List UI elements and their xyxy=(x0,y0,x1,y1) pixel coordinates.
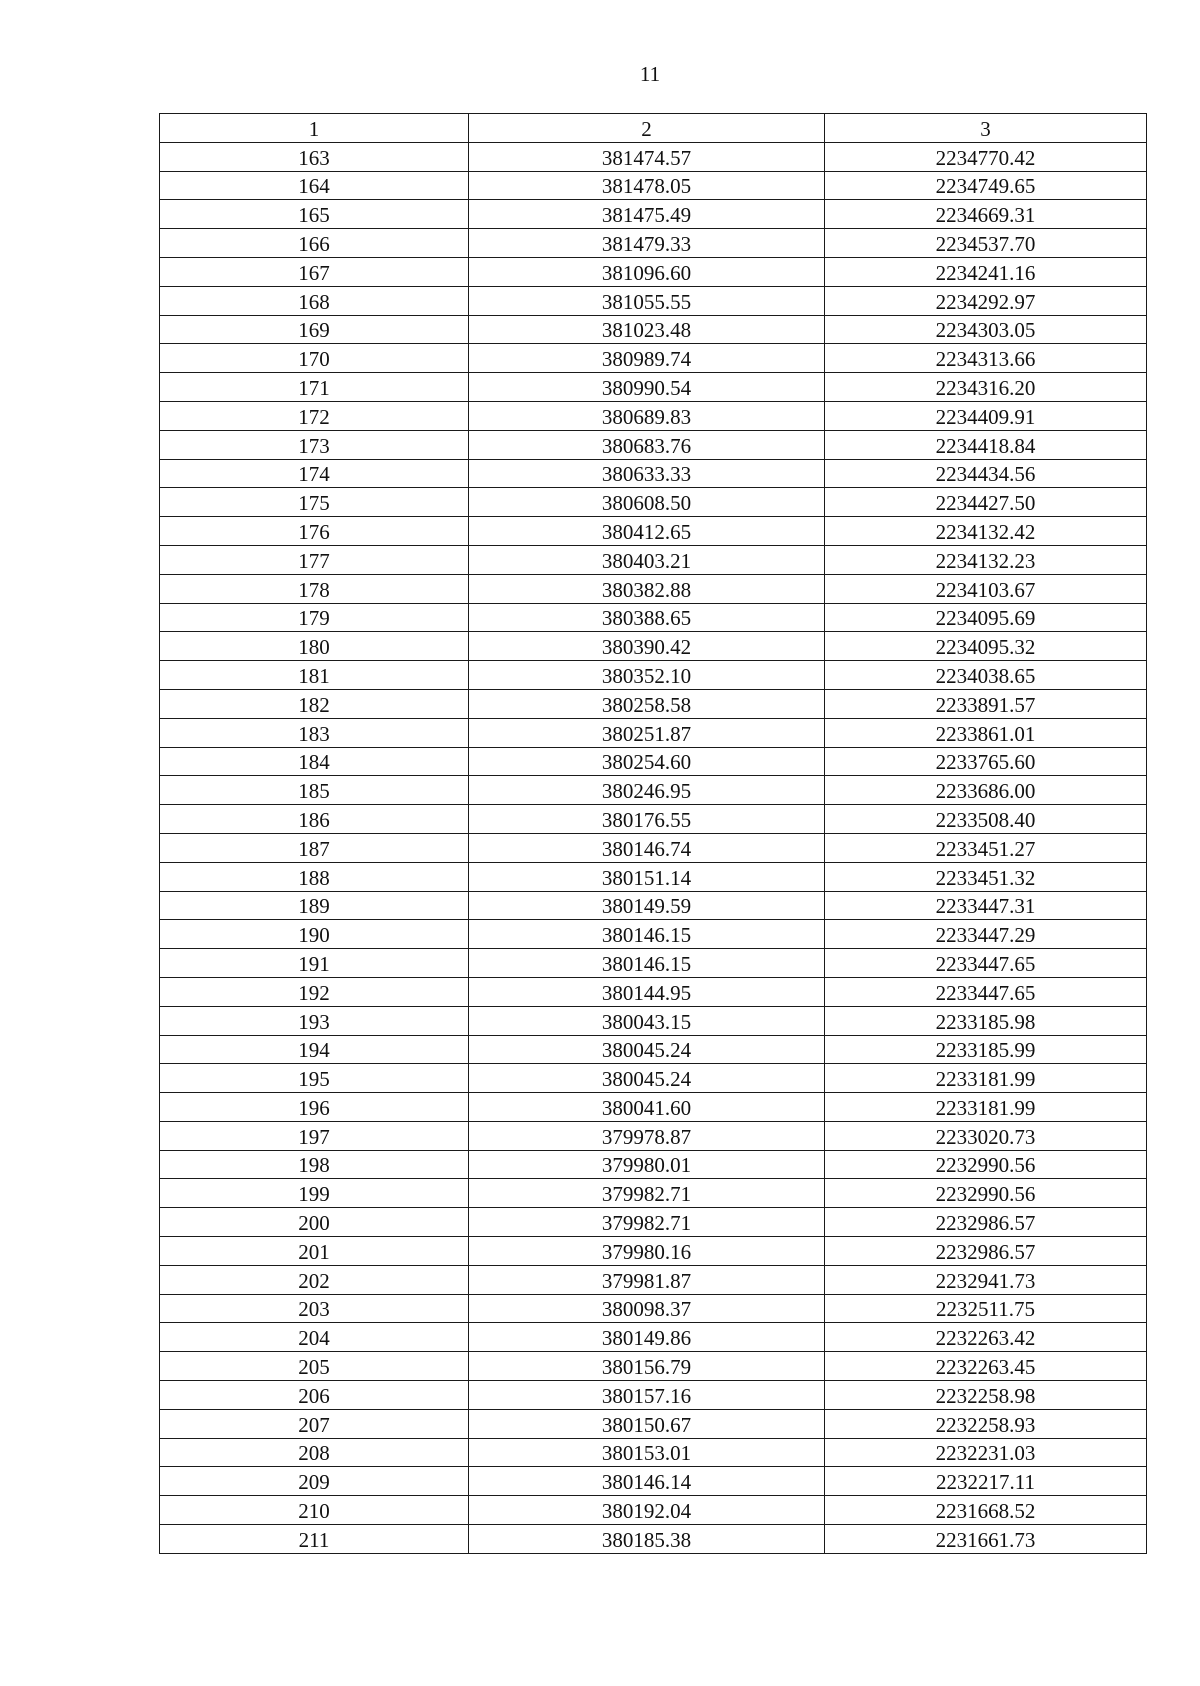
x-coordinate-cell: 381474.57 xyxy=(469,142,825,171)
x-coordinate-cell: 381479.33 xyxy=(469,229,825,258)
table-row xyxy=(160,1438,1147,1467)
x-coordinate-cell: 380254.60 xyxy=(469,747,825,776)
point-number-cell: 202 xyxy=(160,1265,469,1294)
point-number-cell: 167 xyxy=(160,257,469,286)
y-coordinate-cell: 2233181.99 xyxy=(825,1064,1147,1093)
y-coordinate-cell: 2234095.32 xyxy=(825,632,1147,661)
point-number-cell: 194 xyxy=(160,1035,469,1064)
table-row xyxy=(160,1467,1147,1496)
y-coordinate-cell: 2232986.57 xyxy=(825,1237,1147,1266)
y-coordinate-cell: 2231668.52 xyxy=(825,1496,1147,1525)
table-header xyxy=(160,114,1147,143)
table-row xyxy=(160,891,1147,920)
y-coordinate-cell: 2234409.91 xyxy=(825,401,1147,430)
point-number-cell: 169 xyxy=(160,315,469,344)
header-cell-1: 1 xyxy=(160,114,469,143)
x-coordinate-cell: 379978.87 xyxy=(469,1121,825,1150)
x-coordinate-cell: 380146.14 xyxy=(469,1467,825,1496)
x-coordinate-cell: 380989.74 xyxy=(469,344,825,373)
x-coordinate-cell: 381475.49 xyxy=(469,200,825,229)
point-number-cell: 197 xyxy=(160,1121,469,1150)
y-coordinate-cell: 2233447.31 xyxy=(825,891,1147,920)
x-coordinate-cell: 380382.88 xyxy=(469,574,825,603)
point-number-cell: 171 xyxy=(160,373,469,402)
table-row xyxy=(160,574,1147,603)
y-coordinate-cell: 2234292.97 xyxy=(825,286,1147,315)
table-row xyxy=(160,977,1147,1006)
point-number-cell: 181 xyxy=(160,661,469,690)
x-coordinate-cell: 380144.95 xyxy=(469,977,825,1006)
point-number-cell: 204 xyxy=(160,1323,469,1352)
table-row xyxy=(160,862,1147,891)
x-coordinate-cell: 380403.21 xyxy=(469,545,825,574)
table-row xyxy=(160,1064,1147,1093)
x-coordinate-cell: 380153.01 xyxy=(469,1438,825,1467)
point-number-cell: 173 xyxy=(160,430,469,459)
y-coordinate-cell: 2234095.69 xyxy=(825,603,1147,632)
x-coordinate-cell: 380043.15 xyxy=(469,1006,825,1035)
point-number-cell: 176 xyxy=(160,517,469,546)
point-number-cell: 174 xyxy=(160,459,469,488)
x-coordinate-cell: 380258.58 xyxy=(469,689,825,718)
point-number-cell: 201 xyxy=(160,1237,469,1266)
table-row xyxy=(160,1294,1147,1323)
table-row xyxy=(160,229,1147,258)
x-coordinate-cell: 380149.86 xyxy=(469,1323,825,1352)
point-number-cell: 189 xyxy=(160,891,469,920)
table-row xyxy=(160,1035,1147,1064)
x-coordinate-cell: 380412.65 xyxy=(469,517,825,546)
table-row xyxy=(160,661,1147,690)
x-coordinate-cell: 380608.50 xyxy=(469,488,825,517)
table-row xyxy=(160,1093,1147,1122)
table-row xyxy=(160,200,1147,229)
point-number-cell: 163 xyxy=(160,142,469,171)
point-number-cell: 182 xyxy=(160,689,469,718)
y-coordinate-cell: 2233765.60 xyxy=(825,747,1147,776)
point-number-cell: 184 xyxy=(160,747,469,776)
x-coordinate-cell: 380045.24 xyxy=(469,1064,825,1093)
table-row xyxy=(160,344,1147,373)
point-number-cell: 164 xyxy=(160,171,469,200)
point-number-cell: 207 xyxy=(160,1409,469,1438)
x-coordinate-cell: 380151.14 xyxy=(469,862,825,891)
point-number-cell: 178 xyxy=(160,574,469,603)
point-number-cell: 190 xyxy=(160,920,469,949)
y-coordinate-cell: 2234038.65 xyxy=(825,661,1147,690)
y-coordinate-cell: 2234434.56 xyxy=(825,459,1147,488)
y-coordinate-cell: 2234132.23 xyxy=(825,545,1147,574)
point-number-cell: 179 xyxy=(160,603,469,632)
point-number-cell: 200 xyxy=(160,1208,469,1237)
point-number-cell: 183 xyxy=(160,718,469,747)
point-number-cell: 206 xyxy=(160,1381,469,1410)
point-number-cell: 191 xyxy=(160,949,469,978)
y-coordinate-cell: 2233447.65 xyxy=(825,977,1147,1006)
point-number-cell: 166 xyxy=(160,229,469,258)
table-row xyxy=(160,286,1147,315)
table-row xyxy=(160,373,1147,402)
table-row xyxy=(160,1409,1147,1438)
x-coordinate-cell: 380251.87 xyxy=(469,718,825,747)
y-coordinate-cell: 2234749.65 xyxy=(825,171,1147,200)
x-coordinate-cell: 380146.15 xyxy=(469,949,825,978)
y-coordinate-cell: 2233020.73 xyxy=(825,1121,1147,1150)
x-coordinate-cell: 380098.37 xyxy=(469,1294,825,1323)
point-number-cell: 170 xyxy=(160,344,469,373)
x-coordinate-cell: 379982.71 xyxy=(469,1179,825,1208)
y-coordinate-cell: 2232990.56 xyxy=(825,1150,1147,1179)
y-coordinate-cell: 2232231.03 xyxy=(825,1438,1147,1467)
table-row xyxy=(160,1179,1147,1208)
point-number-cell: 192 xyxy=(160,977,469,1006)
x-coordinate-cell: 381096.60 xyxy=(469,257,825,286)
point-number-cell: 210 xyxy=(160,1496,469,1525)
x-coordinate-cell: 381023.48 xyxy=(469,315,825,344)
point-number-cell: 180 xyxy=(160,632,469,661)
y-coordinate-cell: 2233508.40 xyxy=(825,805,1147,834)
point-number-cell: 198 xyxy=(160,1150,469,1179)
point-number-cell: 188 xyxy=(160,862,469,891)
point-number-cell: 208 xyxy=(160,1438,469,1467)
y-coordinate-cell: 2232263.45 xyxy=(825,1352,1147,1381)
table-row xyxy=(160,805,1147,834)
point-number-cell: 199 xyxy=(160,1179,469,1208)
y-coordinate-cell: 2234313.66 xyxy=(825,344,1147,373)
y-coordinate-cell: 2233181.99 xyxy=(825,1093,1147,1122)
table-row xyxy=(160,142,1147,171)
table-body xyxy=(160,142,1147,1553)
table-row xyxy=(160,920,1147,949)
y-coordinate-cell: 2234132.42 xyxy=(825,517,1147,546)
table-row xyxy=(160,603,1147,632)
y-coordinate-cell: 2233861.01 xyxy=(825,718,1147,747)
y-coordinate-cell: 2234241.16 xyxy=(825,257,1147,286)
y-coordinate-cell: 2234537.70 xyxy=(825,229,1147,258)
table-row xyxy=(160,1352,1147,1381)
table-row xyxy=(160,430,1147,459)
y-coordinate-cell: 2232511.75 xyxy=(825,1294,1147,1323)
table-row xyxy=(160,1006,1147,1035)
table-row xyxy=(160,833,1147,862)
y-coordinate-cell: 2232941.73 xyxy=(825,1265,1147,1294)
x-coordinate-cell: 381478.05 xyxy=(469,171,825,200)
point-number-cell: 172 xyxy=(160,401,469,430)
y-coordinate-cell: 2233451.27 xyxy=(825,833,1147,862)
y-coordinate-cell: 2234669.31 xyxy=(825,200,1147,229)
table-row xyxy=(160,1121,1147,1150)
page-number: 11 xyxy=(639,62,661,86)
table-row xyxy=(160,257,1147,286)
table-row xyxy=(160,747,1147,776)
y-coordinate-cell: 2233686.00 xyxy=(825,776,1147,805)
point-number-cell: 165 xyxy=(160,200,469,229)
y-coordinate-cell: 2234418.84 xyxy=(825,430,1147,459)
y-coordinate-cell: 2233185.99 xyxy=(825,1035,1147,1064)
y-coordinate-cell: 2232990.56 xyxy=(825,1179,1147,1208)
y-coordinate-cell: 2234770.42 xyxy=(825,142,1147,171)
x-coordinate-cell: 380045.24 xyxy=(469,1035,825,1064)
point-number-cell: 209 xyxy=(160,1467,469,1496)
point-number-cell: 187 xyxy=(160,833,469,862)
table-row xyxy=(160,1496,1147,1525)
y-coordinate-cell: 2233447.29 xyxy=(825,920,1147,949)
table-row xyxy=(160,401,1147,430)
x-coordinate-cell: 380388.65 xyxy=(469,603,825,632)
x-coordinate-cell: 380146.15 xyxy=(469,920,825,949)
coordinates-table xyxy=(159,113,1147,1554)
header-cell-2: 2 xyxy=(469,114,825,143)
x-coordinate-cell: 380689.83 xyxy=(469,401,825,430)
point-number-cell: 168 xyxy=(160,286,469,315)
y-coordinate-cell: 2232263.42 xyxy=(825,1323,1147,1352)
point-number-cell: 175 xyxy=(160,488,469,517)
x-coordinate-cell: 380041.60 xyxy=(469,1093,825,1122)
header-cell-3: 3 xyxy=(825,114,1147,143)
y-coordinate-cell: 2234316.20 xyxy=(825,373,1147,402)
x-coordinate-cell: 380150.67 xyxy=(469,1409,825,1438)
x-coordinate-cell: 380246.95 xyxy=(469,776,825,805)
x-coordinate-cell: 379980.16 xyxy=(469,1237,825,1266)
table-row xyxy=(160,718,1147,747)
y-coordinate-cell: 2233451.32 xyxy=(825,862,1147,891)
table-row xyxy=(160,1237,1147,1266)
x-coordinate-cell: 379980.01 xyxy=(469,1150,825,1179)
table-row xyxy=(160,776,1147,805)
point-number-cell: 211 xyxy=(160,1525,469,1554)
table-row xyxy=(160,315,1147,344)
point-number-cell: 186 xyxy=(160,805,469,834)
point-number-cell: 185 xyxy=(160,776,469,805)
x-coordinate-cell: 380157.16 xyxy=(469,1381,825,1410)
point-number-cell: 195 xyxy=(160,1064,469,1093)
point-number-cell: 205 xyxy=(160,1352,469,1381)
x-coordinate-cell: 380390.42 xyxy=(469,632,825,661)
x-coordinate-cell: 381055.55 xyxy=(469,286,825,315)
table-row xyxy=(160,517,1147,546)
x-coordinate-cell: 380352.10 xyxy=(469,661,825,690)
y-coordinate-cell: 2233447.65 xyxy=(825,949,1147,978)
table-row xyxy=(160,488,1147,517)
table-row xyxy=(160,632,1147,661)
x-coordinate-cell: 380633.33 xyxy=(469,459,825,488)
y-coordinate-cell: 2234103.67 xyxy=(825,574,1147,603)
x-coordinate-cell: 379982.71 xyxy=(469,1208,825,1237)
table-row xyxy=(160,1525,1147,1554)
point-number-cell: 193 xyxy=(160,1006,469,1035)
y-coordinate-cell: 2234303.05 xyxy=(825,315,1147,344)
y-coordinate-cell: 2231661.73 xyxy=(825,1525,1147,1554)
table-row xyxy=(160,949,1147,978)
x-coordinate-cell: 380683.76 xyxy=(469,430,825,459)
table-row xyxy=(160,689,1147,718)
x-coordinate-cell: 380990.54 xyxy=(469,373,825,402)
x-coordinate-cell: 380149.59 xyxy=(469,891,825,920)
table-row xyxy=(160,171,1147,200)
point-number-cell: 177 xyxy=(160,545,469,574)
header-row xyxy=(160,114,1147,143)
table-row xyxy=(160,1265,1147,1294)
y-coordinate-cell: 2234427.50 xyxy=(825,488,1147,517)
y-coordinate-cell: 2232217.11 xyxy=(825,1467,1147,1496)
table-row xyxy=(160,1323,1147,1352)
y-coordinate-cell: 2232258.98 xyxy=(825,1381,1147,1410)
x-coordinate-cell: 380185.38 xyxy=(469,1525,825,1554)
table-row xyxy=(160,545,1147,574)
table-row xyxy=(160,1208,1147,1237)
x-coordinate-cell: 380176.55 xyxy=(469,805,825,834)
y-coordinate-cell: 2232258.93 xyxy=(825,1409,1147,1438)
x-coordinate-cell: 380192.04 xyxy=(469,1496,825,1525)
point-number-cell: 196 xyxy=(160,1093,469,1122)
table-row xyxy=(160,459,1147,488)
table-row xyxy=(160,1150,1147,1179)
y-coordinate-cell: 2233185.98 xyxy=(825,1006,1147,1035)
x-coordinate-cell: 380156.79 xyxy=(469,1352,825,1381)
table-row xyxy=(160,1381,1147,1410)
y-coordinate-cell: 2232986.57 xyxy=(825,1208,1147,1237)
y-coordinate-cell: 2233891.57 xyxy=(825,689,1147,718)
point-number-cell: 203 xyxy=(160,1294,469,1323)
x-coordinate-cell: 379981.87 xyxy=(469,1265,825,1294)
x-coordinate-cell: 380146.74 xyxy=(469,833,825,862)
